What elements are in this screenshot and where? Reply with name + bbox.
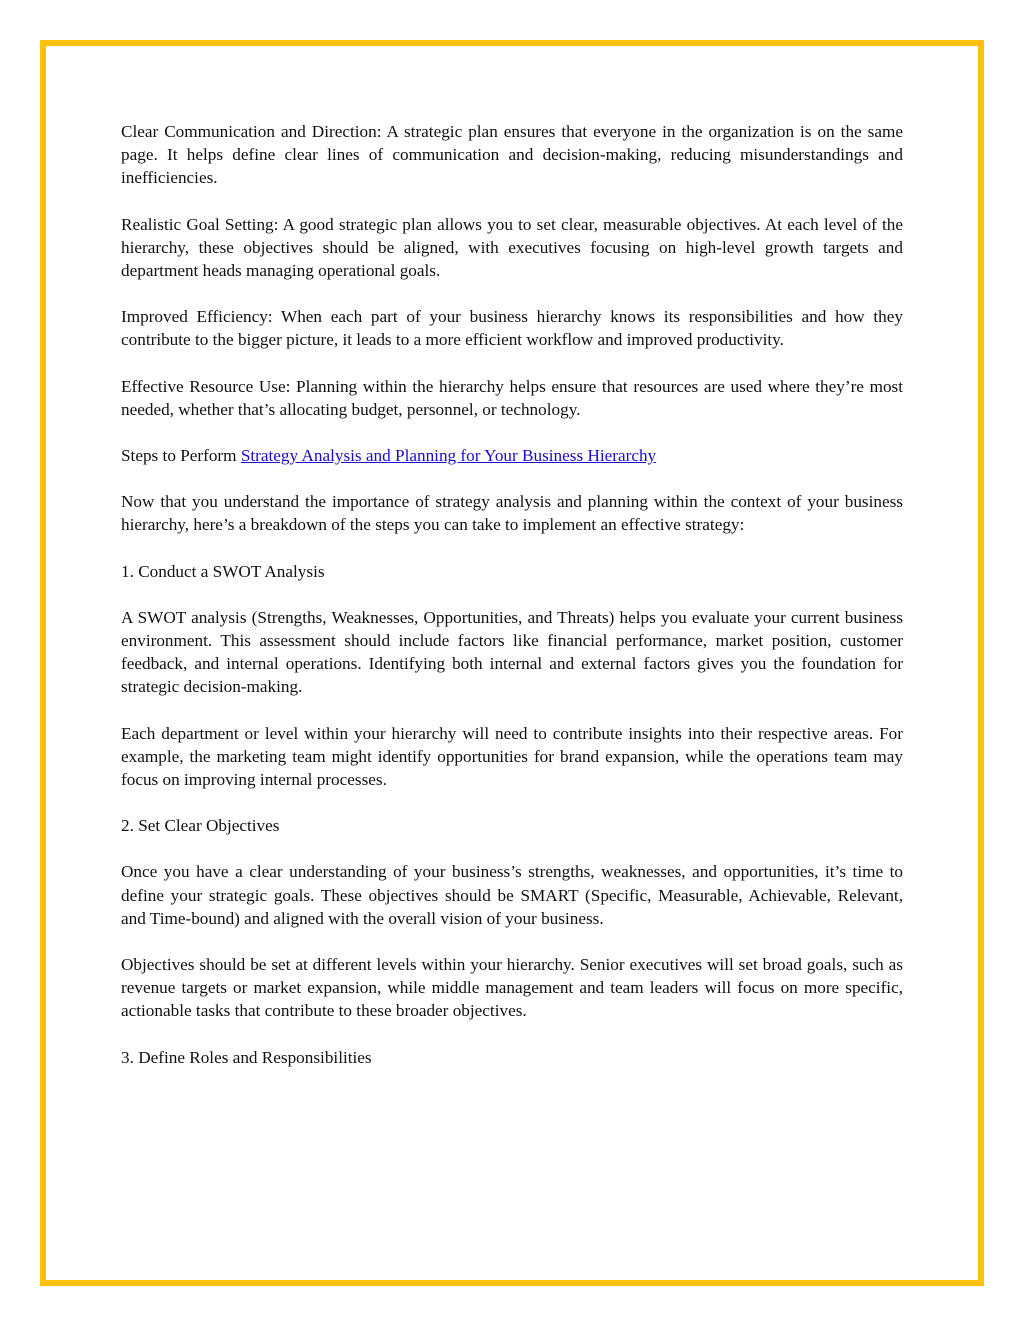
paragraph-smart-objectives: Once you have a clear understanding of your business’s strengths, weaknesses, and opportunities, it’s time to define your strategic goals. These objectives should be SMART (Specific, Measurable, Achievable, Relevant, and Time-bound) and aligned with the overall vision of your business. bbox=[121, 862, 903, 928]
step3-heading: 3. Define Roles and Responsibilities bbox=[121, 1047, 372, 1067]
steps-heading bbox=[121, 444, 903, 467]
paragraph-clear-communication: Clear Communication and Direction: A strategic plan ensures that everyone in the organization is on the same page. It helps define clear lines of communication and decision-making, reducing misunderstandings and inefficiencies. bbox=[121, 122, 903, 188]
steps-heading-prefix: Steps to Perform bbox=[121, 446, 241, 466]
paragraph-effective-resource-use: Effective Resource Use: Planning within the hierarchy helps ensure that resources are used where they’re most needed, whether that’s allocating budget, personnel, or technology. bbox=[121, 376, 903, 419]
paragraph-objective-levels: Objectives should be set at different levels within your hierarchy. Senior executives will set broad goals, such as revenue targets or market expansion, while middle management and team leaders will focus on more specific, actionable tasks that contribute to these broader objectives. bbox=[121, 955, 903, 1021]
strategy-analysis-link[interactable]: Strategy Analysis and Planning for Your Business Hierarchy bbox=[240, 446, 657, 466]
paragraph-improved-efficiency: Improved Efficiency: When each part of your business hierarchy knows its responsibilities and how they contribute to the bigger picture, it leads to a more efficient workflow and improved productivity. bbox=[121, 307, 903, 350]
step1-heading: 1. Conduct a SWOT Analysis bbox=[121, 561, 325, 581]
paragraph-intro: Now that you understand the importance of strategy analysis and planning within the context of your business hierarchy, here’s a breakdown of the steps you can take to implement an effective strategy: bbox=[121, 492, 903, 535]
paragraph-realistic-goal-setting: Realistic Goal Setting: A good strategic plan allows you to set clear, measurable objectives. At each level of the hierarchy, these objectives should be aligned, with executives focusing on high-level growth targets and department heads managing operational goals. bbox=[121, 214, 903, 281]
paragraph-department-insights: Each department or level within your hierarchy will need to contribute insights into their respective areas. For example, the marketing team might identify opportunities for brand expansion, while the operations team may focus on improving internal processes. bbox=[121, 723, 903, 790]
paragraph-swot-analysis: A SWOT analysis (Strengths, Weaknesses, Opportunities, and Threats) helps you evaluate your current business environment. This assessment should include factors like financial performance, market position, customer feedback, and internal operations. Identifying both internal and external factors gives you the foundation for strategic decision-making. bbox=[121, 607, 903, 697]
step2-heading: 2. Set Clear Objectives bbox=[121, 816, 280, 836]
document-body bbox=[121, 120, 903, 1092]
